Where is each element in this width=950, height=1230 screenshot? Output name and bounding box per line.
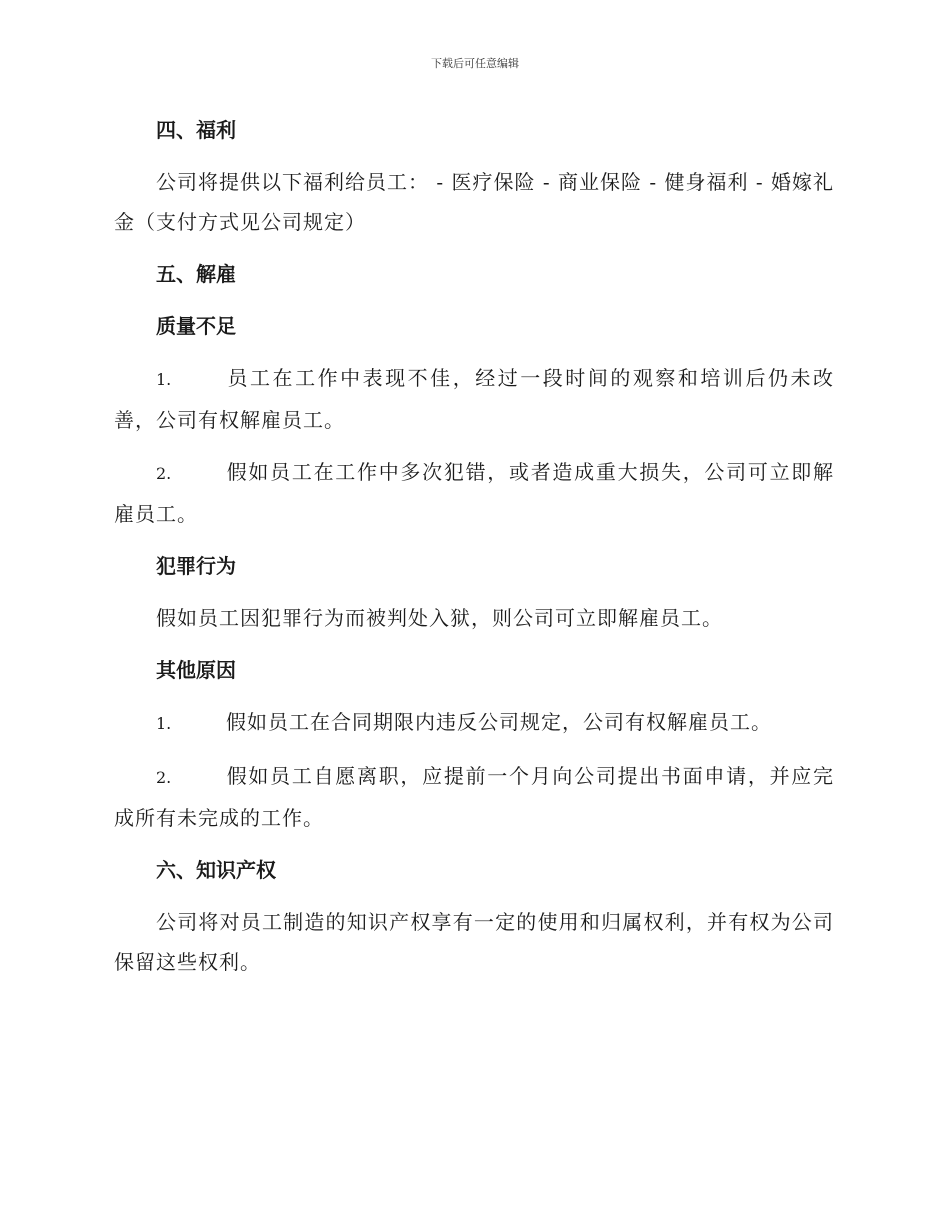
document-body xyxy=(114,110,834,994)
subheading-other: 其他原因 xyxy=(156,658,236,682)
crime-paragraph: 假如员工因犯罪行为而被判处入狱，则公司可立即解雇员工。 xyxy=(156,606,723,630)
list-number: 2. xyxy=(156,464,172,483)
list-item xyxy=(114,452,834,534)
ip-paragraph: 公司将对员工制造的知识产权享有一定的使用和归属权利，并有权为公司保留这些权利。 xyxy=(114,910,834,974)
list-item xyxy=(114,756,834,838)
list-number: 1. xyxy=(156,714,172,733)
page-header: 下载后可任意编辑 xyxy=(431,57,519,70)
subheading-quality: 质量不足 xyxy=(156,314,236,338)
list-item-text: 员工在工作中表现不佳，经过一段时间的观察和培训后仍未改善，公司有权解雇员工。 xyxy=(114,366,834,432)
section-heading-termination: 五、解雇 xyxy=(156,262,236,286)
list-number: 2. xyxy=(156,768,172,787)
list-item-text: 假如员工在工作中多次犯错，或者造成重大损失，公司可立即解雇员工。 xyxy=(114,460,834,526)
subheading-crime: 犯罪行为 xyxy=(156,554,236,578)
list-number: 1. xyxy=(156,370,172,389)
list-item xyxy=(114,702,834,744)
section-heading-benefits: 四、福利 xyxy=(156,118,236,142)
list-item-text: 假如员工自愿离职，应提前一个月向公司提出书面申请，并应完成所有未完成的工作。 xyxy=(114,764,834,830)
section-heading-ip: 六、知识产权 xyxy=(156,858,276,882)
benefits-paragraph: 公司将提供以下福利给员工： - 医疗保险 - 商业保险 - 健身福利 - 婚嫁礼金（支付方式见公司规定） xyxy=(114,170,834,234)
list-item-text: 假如员工在合同期限内违反公司规定，公司有权解雇员工。 xyxy=(226,710,772,734)
list-item xyxy=(114,358,834,440)
